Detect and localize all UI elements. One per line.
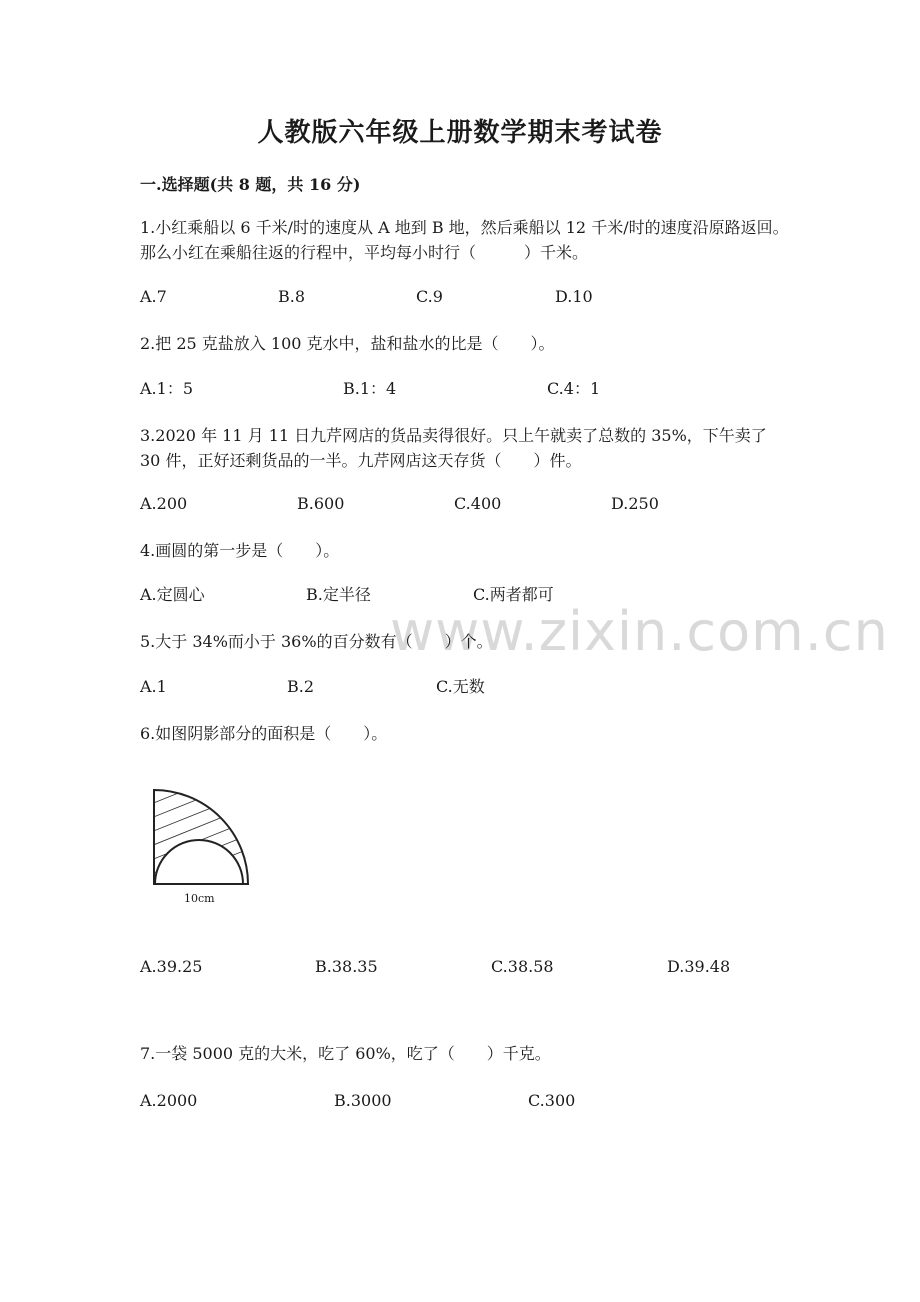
option-1d[interactable]: D.10 <box>555 287 593 306</box>
option-1c[interactable]: C.9 <box>416 287 443 306</box>
option-2b[interactable]: B.1：4 <box>343 379 397 398</box>
question-6: 6.如图阴影部分的面积是（ ）。 <box>140 724 388 743</box>
option-3d[interactable]: D.250 <box>611 494 659 513</box>
option-6d[interactable]: D.39.48 <box>667 957 731 976</box>
question-4: 4.画圆的第一步是（ ）。 <box>140 541 340 560</box>
question-2: 2.把 25 克盐放入 100 克水中，盐和盐水的比是（ ）。 <box>140 334 555 353</box>
option-5a[interactable]: A.1 <box>140 677 167 696</box>
watermark: www.zixin.com.cn <box>390 600 889 663</box>
figure-label: 10cm <box>184 892 215 905</box>
option-6a[interactable]: A.39.25 <box>140 957 203 976</box>
question-1: 1.小红乘船以 6 千米/时的速度从 A 地到 B 地，然后乘船以 12 千米/时的速度沿原路返回。那么小红在乘船往返的行程中，平均每小时行（ ）千米。 <box>140 218 789 262</box>
option-5c[interactable]: C.无数 <box>436 677 485 696</box>
option-3b[interactable]: B.600 <box>297 494 345 513</box>
option-7b[interactable]: B.3000 <box>334 1091 392 1110</box>
question-7: 7.一袋 5000 克的大米，吃了 60%，吃了（ ）千克。 <box>140 1044 551 1063</box>
page-title: 人教版六年级上册数学期末考试卷 <box>257 118 663 148</box>
shaded-area-figure <box>146 780 256 890</box>
option-4b[interactable]: B.定半径 <box>306 585 371 604</box>
option-1b[interactable]: B.8 <box>278 287 306 306</box>
section-heading: 一.选择题(共 8 题，共 16 分) <box>140 175 361 194</box>
question-3: 3.2020 年 11 月 11 日九芹网店的货品卖得很好。只上午就卖了总数的 35%，下午卖了 30 件，正好还剩货品的一半。九芹网店这天存货（ ）件。 <box>140 426 767 470</box>
option-7c[interactable]: C.300 <box>528 1091 576 1110</box>
option-3c[interactable]: C.400 <box>454 494 502 513</box>
option-6b[interactable]: B.38.35 <box>315 957 378 976</box>
option-6c[interactable]: C.38.58 <box>491 957 554 976</box>
option-4c[interactable]: C.两者都可 <box>473 585 554 604</box>
option-2c[interactable]: C.4：1 <box>547 379 601 398</box>
option-4a[interactable]: A.定圆心 <box>140 585 205 604</box>
option-2a[interactable]: A.1：5 <box>140 379 194 398</box>
option-7a[interactable]: A.2000 <box>140 1091 198 1110</box>
question-5: 5.大于 34%而小于 36%的百分数有（ ）个。 <box>140 632 493 651</box>
option-5b[interactable]: B.2 <box>287 677 315 696</box>
option-3a[interactable]: A.200 <box>140 494 188 513</box>
option-1a[interactable]: A.7 <box>140 287 167 306</box>
